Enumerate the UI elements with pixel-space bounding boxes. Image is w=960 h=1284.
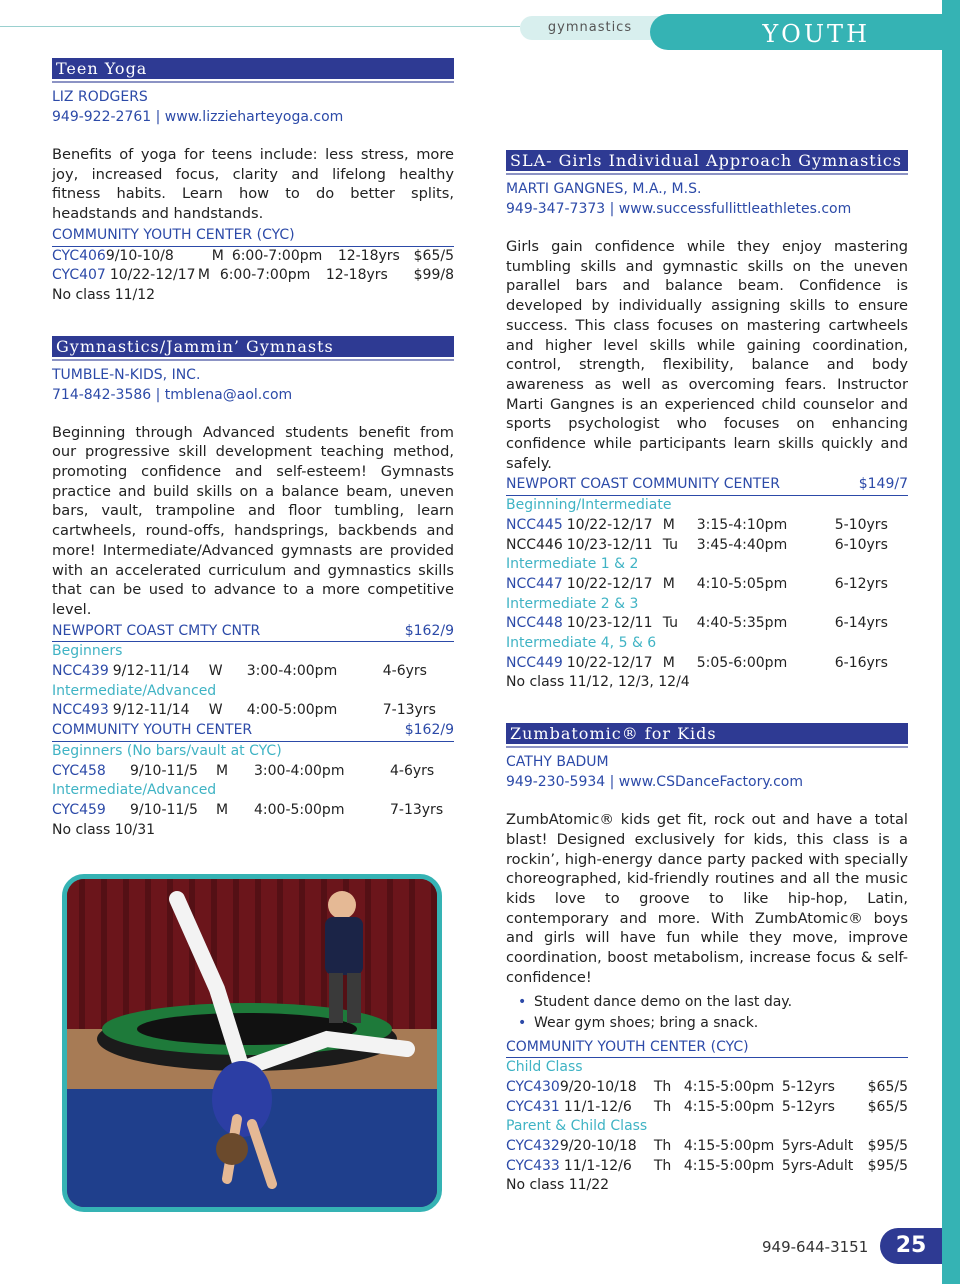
location-name: NEWPORT COAST COMMUNITY CENTER bbox=[506, 476, 780, 493]
class-day: Th bbox=[653, 1157, 672, 1174]
class-row bbox=[52, 662, 454, 682]
class-code: NCC445 bbox=[506, 516, 563, 533]
class-ages: 6-14yrs bbox=[834, 615, 888, 632]
class-dates: 9/20-10/18 bbox=[559, 1138, 637, 1155]
class-time: 3:00-4:00pm bbox=[246, 663, 338, 680]
class-day: Tu bbox=[662, 536, 679, 553]
level-label: Beginning/Intermediate bbox=[506, 497, 672, 514]
right-edge-bar bbox=[942, 0, 960, 1284]
class-ages: 5-12yrs bbox=[781, 1098, 835, 1115]
level-label: Parent & Child Class bbox=[506, 1118, 648, 1135]
class-day: M bbox=[662, 575, 675, 592]
class-fee: $95/5 bbox=[867, 1157, 908, 1174]
level-label: Intermediate 2 & 3 bbox=[506, 595, 639, 612]
class-fee: $65/5 bbox=[413, 247, 454, 264]
class-row bbox=[506, 575, 908, 595]
class-ages: 4-6yrs bbox=[382, 663, 427, 680]
level-label: Intermediate 1 & 2 bbox=[506, 556, 639, 573]
class-row bbox=[506, 516, 908, 536]
class-dates: 10/22-12/17 bbox=[109, 267, 196, 284]
class-code: NCC448 bbox=[506, 615, 563, 632]
location-line bbox=[506, 1038, 908, 1059]
class-time: 3:45-4:40pm bbox=[696, 536, 788, 553]
class-dates: 10/22-12/17 bbox=[566, 575, 653, 592]
class-day: Th bbox=[653, 1098, 672, 1115]
location-name: NEWPORT COAST CMTY CNTR bbox=[52, 622, 261, 639]
section-title: SLA- Girls Individual Approach Gymnastics bbox=[506, 150, 908, 173]
class-time: 3:15-4:10pm bbox=[696, 516, 788, 533]
class-time: 4:15-5:00pm bbox=[683, 1157, 775, 1174]
class-ages: 5yrs-Adult bbox=[781, 1157, 854, 1174]
class-time: 4:10-5:05pm bbox=[696, 575, 788, 592]
class-row bbox=[506, 1078, 908, 1098]
class-ages: 6-12yrs bbox=[834, 575, 888, 592]
class-ages: 5-12yrs bbox=[781, 1078, 835, 1095]
class-code: NCC447 bbox=[506, 575, 563, 592]
class-ages: 5yrs-Adult bbox=[781, 1138, 854, 1155]
sla-section bbox=[506, 150, 908, 693]
class-time: 4:00-5:00pm bbox=[246, 702, 338, 719]
instructor-name: MARTI GANGNES, M.A., M.S. bbox=[506, 181, 702, 197]
class-code: NCC439 bbox=[52, 663, 109, 680]
section-title: Zumbatomic® for Kids bbox=[506, 723, 908, 746]
class-row bbox=[52, 801, 454, 821]
class-code: CYC432 bbox=[506, 1138, 560, 1155]
class-row bbox=[506, 614, 908, 634]
class-ages: 12-18yrs bbox=[337, 247, 400, 264]
class-day: Th bbox=[653, 1138, 672, 1155]
class-ages: 6-10yrs bbox=[834, 536, 888, 553]
section-tab: gymnastics bbox=[520, 16, 660, 40]
class-fee: $99/8 bbox=[413, 267, 454, 284]
class-dates: 11/1-12/6 bbox=[563, 1098, 632, 1115]
class-time: 6:00-7:00pm bbox=[231, 247, 323, 264]
class-row bbox=[506, 1137, 908, 1157]
description: Girls gain confidence while they enjoy mastering tumbling skills and gymnastic skills on the uneven parallel bars and balance beam. Confidence is developed by individually assigning skills to ensure success. This class focuses on mastering cartwheels and higher level skills while gaining coordination, control, strength, flexibility, balance and body awareness as well as overcoming fears. Instructor Marti Gangnes is an experienced child counselor and sports psychologist who focuses on enhancing confidence while participants learn skills quickly and safely. bbox=[506, 238, 908, 472]
class-ages: 5-10yrs bbox=[834, 516, 888, 533]
class-code: CYC459 bbox=[52, 801, 106, 818]
location-fee: $162/9 bbox=[404, 722, 454, 739]
class-code: CYC407 bbox=[52, 267, 106, 284]
location-line bbox=[506, 475, 908, 496]
class-dates: 9/10-10/8 bbox=[105, 247, 174, 264]
contact-info[interactable]: 949-922-2761 | www.lizzieharteyoga.com bbox=[52, 109, 344, 125]
class-time: 5:05-6:00pm bbox=[696, 654, 788, 671]
class-row bbox=[52, 247, 454, 267]
class-day: M bbox=[662, 654, 675, 671]
contact-info[interactable]: 714-842-3586 | tmblena@aol.com bbox=[52, 386, 293, 403]
gymnast-photo-art bbox=[67, 879, 437, 1207]
location-line bbox=[52, 226, 454, 247]
instructor-name: LIZ RODGERS bbox=[52, 89, 148, 105]
instructor-name: TUMBLE-N-KIDS, INC. bbox=[52, 366, 201, 383]
class-dates: 10/23-12/11 bbox=[566, 536, 653, 553]
level-label: Beginners bbox=[52, 643, 123, 660]
bullet-item: • Student dance demo on the last day. bbox=[534, 992, 908, 1013]
class-dates: 11/1-12/6 bbox=[563, 1157, 632, 1174]
level-label: Intermediate/Advanced bbox=[52, 782, 217, 799]
class-code: CYC433 bbox=[506, 1157, 560, 1174]
class-time: 6:00-7:00pm bbox=[219, 267, 311, 284]
class-ages: 6-16yrs bbox=[834, 654, 888, 671]
class-row bbox=[52, 266, 454, 286]
class-fee: $65/5 bbox=[867, 1098, 908, 1115]
location-line bbox=[52, 622, 454, 643]
class-day: M bbox=[662, 516, 675, 533]
page-number: 25 bbox=[880, 1228, 942, 1264]
class-code: NCC493 bbox=[52, 702, 109, 719]
class-day: Tu bbox=[662, 615, 679, 632]
description: Benefits of yoga for teens include: less stress, more joy, increased focus, clarity and lifelong healthy fitness habits. Learn how to do better splits, headstands and handstands. bbox=[52, 146, 454, 223]
instructor-name: CATHY BADUM bbox=[506, 754, 609, 771]
class-row bbox=[52, 762, 454, 782]
class-day: M bbox=[216, 801, 229, 818]
location-fee: $149/7 bbox=[858, 476, 908, 493]
class-row bbox=[52, 701, 454, 721]
note: No class 11/12 bbox=[52, 286, 156, 303]
class-dates: 9/10-11/5 bbox=[130, 762, 198, 779]
class-code: CYC430 bbox=[506, 1078, 560, 1095]
left-column bbox=[52, 58, 454, 840]
description: Beginning through Advanced students benefit from our progressive skill development teaching method, promoting confidence and self-esteem! Gymnasts practice and build skills on a balance beam, uneven bars, vault, trampoline and floor tumbling, learn cartwheels, round-offs, handsprings, backbends and more! Intermediate/Advanced gymnasts are provided with an accelerated curriculum and gymnastics skills that can be used to advance to a more competitive level. bbox=[52, 423, 454, 618]
location-name: COMMUNITY YOUTH CENTER (CYC) bbox=[506, 1038, 749, 1055]
class-row bbox=[506, 1157, 908, 1177]
category-tab: YOUTH bbox=[650, 14, 942, 50]
class-ages: 7-13yrs bbox=[382, 702, 436, 719]
bullet-list bbox=[506, 992, 908, 1034]
class-ages: 7-13yrs bbox=[390, 801, 444, 818]
class-dates: 9/12-11/14 bbox=[112, 702, 190, 719]
location-line bbox=[52, 721, 454, 742]
class-fee: $65/5 bbox=[867, 1078, 908, 1095]
location-name: COMMUNITY YOUTH CENTER (CYC) bbox=[52, 226, 295, 243]
class-day: Th bbox=[653, 1078, 672, 1095]
level-label: Intermediate/Advanced bbox=[52, 682, 217, 699]
class-day: M bbox=[216, 762, 229, 779]
jammin-gymnasts-section bbox=[52, 336, 454, 841]
class-code: NCC446 bbox=[506, 536, 563, 553]
note: No class 11/12, 12/3, 12/4 bbox=[506, 674, 690, 691]
footer-phone: 949-644-3151 bbox=[762, 1238, 869, 1256]
level-label: Child Class bbox=[506, 1059, 583, 1076]
location-fee: $162/9 bbox=[404, 622, 454, 639]
note: No class 10/31 bbox=[52, 821, 156, 838]
contact-info[interactable]: 949-347-7373 | www.successfullittleathletes.com bbox=[506, 201, 852, 217]
teen-yoga-section bbox=[52, 58, 454, 306]
class-row bbox=[506, 1098, 908, 1118]
contact-info[interactable]: 949-230-5934 | www.CSDanceFactory.com bbox=[506, 774, 804, 791]
class-row bbox=[506, 536, 908, 556]
class-day: M bbox=[211, 247, 224, 264]
class-day: W bbox=[208, 702, 223, 719]
description: ZumbAtomic® kids get fit, rock out and have a total blast! Designed exclusively for kids, this class is a rockin’, high-energy dance party packed with specially choreographed, kid-friendly routines and all the music kids love to groove to like hip-hop, Latin, contemporary and more. With ZumbAtomic® boys and girls will have fun while they move, improve coordination, boost metabolism, increase focus & self-confidence! bbox=[506, 811, 908, 986]
class-time: 4:15-5:00pm bbox=[683, 1078, 775, 1095]
class-ages: 4-6yrs bbox=[390, 762, 435, 779]
class-dates: 9/20-10/18 bbox=[559, 1078, 637, 1095]
class-code: CYC458 bbox=[52, 762, 106, 779]
section-title: Gymnastics/Jammin’ Gymnasts bbox=[52, 336, 454, 359]
class-time: 4:00-5:00pm bbox=[254, 801, 345, 818]
class-dates: 10/22-12/17 bbox=[566, 516, 653, 533]
right-column bbox=[506, 150, 908, 1196]
class-dates: 10/23-12/11 bbox=[566, 615, 653, 632]
class-dates: 10/22-12/17 bbox=[566, 654, 653, 671]
level-label: Beginners (No bars/vault at CYC) bbox=[52, 742, 282, 759]
class-dates: 9/10-11/5 bbox=[130, 801, 198, 818]
gymnast-photo bbox=[62, 874, 442, 1212]
level-label: Intermediate 4, 5 & 6 bbox=[506, 635, 657, 652]
class-time: 4:15-5:00pm bbox=[683, 1138, 775, 1155]
class-time: 4:40-5:35pm bbox=[696, 615, 788, 632]
class-time: 4:15-5:00pm bbox=[683, 1098, 775, 1115]
class-code: NCC449 bbox=[506, 654, 563, 671]
class-dates: 9/12-11/14 bbox=[112, 663, 190, 680]
location-name: COMMUNITY YOUTH CENTER bbox=[52, 722, 253, 739]
section-title: Teen Yoga bbox=[52, 58, 454, 81]
zumbatomic-section bbox=[506, 723, 908, 1196]
class-code: CYC431 bbox=[506, 1098, 560, 1115]
header-rule bbox=[0, 26, 520, 27]
class-code: CYC406 bbox=[52, 247, 106, 264]
class-day: M bbox=[197, 267, 210, 284]
class-time: 3:00-4:00pm bbox=[254, 762, 345, 779]
bullet-item: • Wear gym shoes; bring a snack. bbox=[534, 1013, 908, 1034]
note: No class 11/22 bbox=[506, 1177, 610, 1194]
class-fee: $95/5 bbox=[867, 1138, 908, 1155]
class-ages: 12-18yrs bbox=[325, 267, 388, 284]
class-row bbox=[506, 654, 908, 674]
class-day: W bbox=[208, 663, 223, 680]
